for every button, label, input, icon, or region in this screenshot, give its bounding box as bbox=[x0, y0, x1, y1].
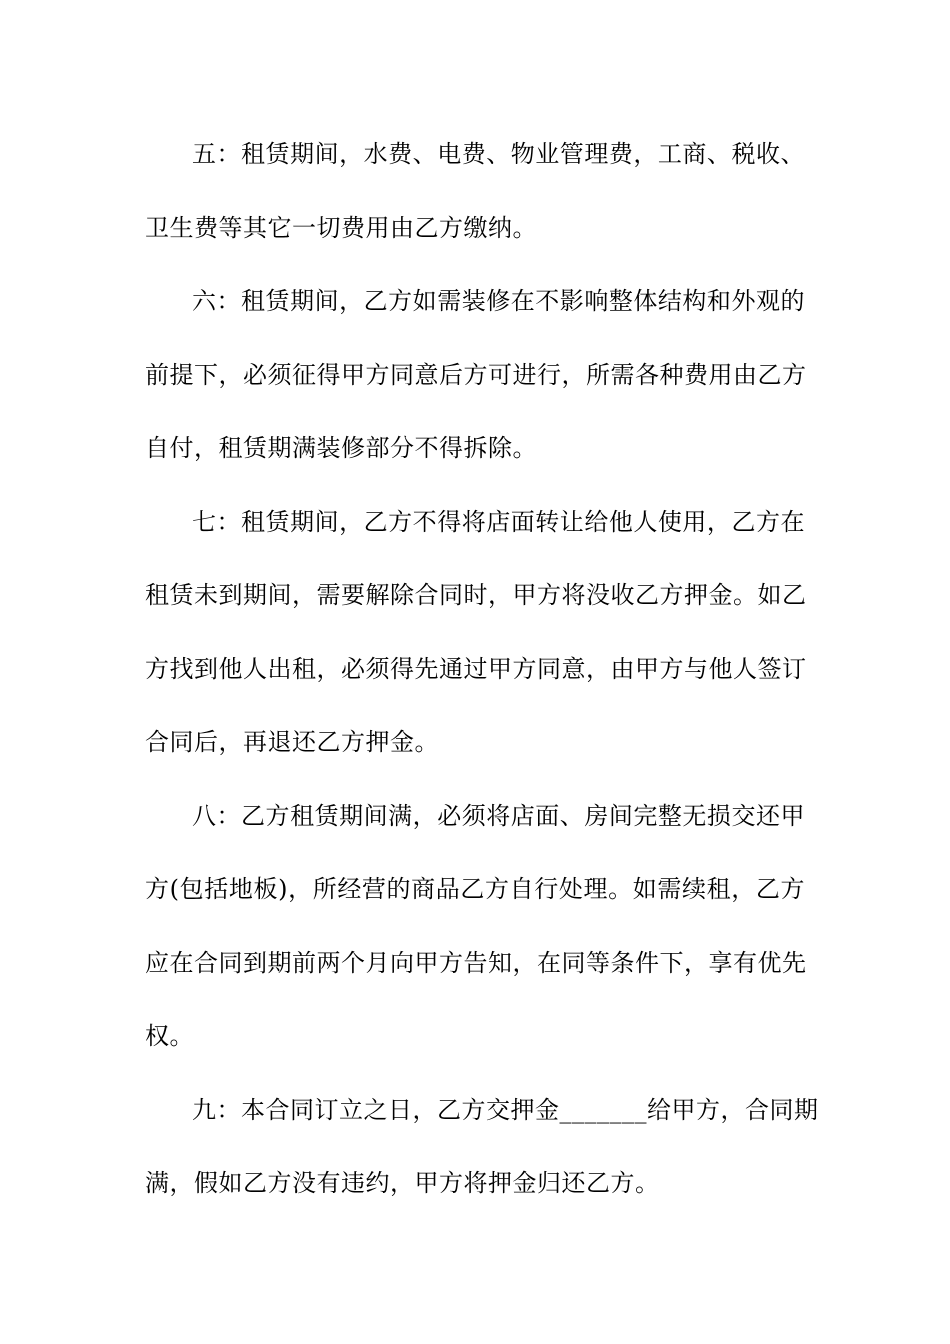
clause-6-line-3: 自付，租赁期满装修部分不得拆除。 bbox=[145, 434, 537, 462]
clause-8-line-2: 方(包括地板)，所经营的商品乙方自行处理。如需续租，乙方 bbox=[145, 875, 805, 903]
clause-9-line-2: 满，假如乙方没有违约，甲方将押金归还乙方。 bbox=[145, 1169, 660, 1197]
clause-7-line-2: 租赁未到期间，需要解除合同时，甲方将没收乙方押金。如乙 bbox=[145, 581, 807, 609]
clause-5-line-1: 五：租赁期间，水费、电费、物业管理费，工商、税收、 bbox=[192, 140, 805, 168]
clause-8-line-1: 八：乙方租赁期间满，必须将店面、房间完整无损交还甲 bbox=[192, 801, 805, 830]
clause-8-line-3: 应在合同到期前两个月向甲方告知，在同等条件下，享有优先 bbox=[145, 948, 807, 977]
clause-7-line-3: 方找到他人出租，必须得先通过甲方同意，由甲方与他人签订 bbox=[145, 654, 807, 683]
clause-6-line-2: 前提下，必须征得甲方同意后方可进行，所需各种费用由乙方 bbox=[145, 360, 807, 389]
clause-8-line-4: 权。 bbox=[145, 1022, 194, 1050]
contract-body bbox=[145, 130, 819, 1233]
clause-6-line-1: 六：租赁期间，乙方如需装修在不影响整体结构和外观的 bbox=[192, 287, 805, 315]
clause-9-line-1: 九：本合同订立之日，乙方交押金_______给甲方，合同期 bbox=[192, 1095, 819, 1124]
clause-5-line-2: 卫生费等其它一切费用由乙方缴纳。 bbox=[145, 213, 537, 242]
clause-7-line-1: 七：租赁期间，乙方不得将店面转让给他人使用，乙方在 bbox=[192, 507, 805, 536]
clause-7-line-4: 合同后，再退还乙方押金。 bbox=[145, 728, 439, 756]
